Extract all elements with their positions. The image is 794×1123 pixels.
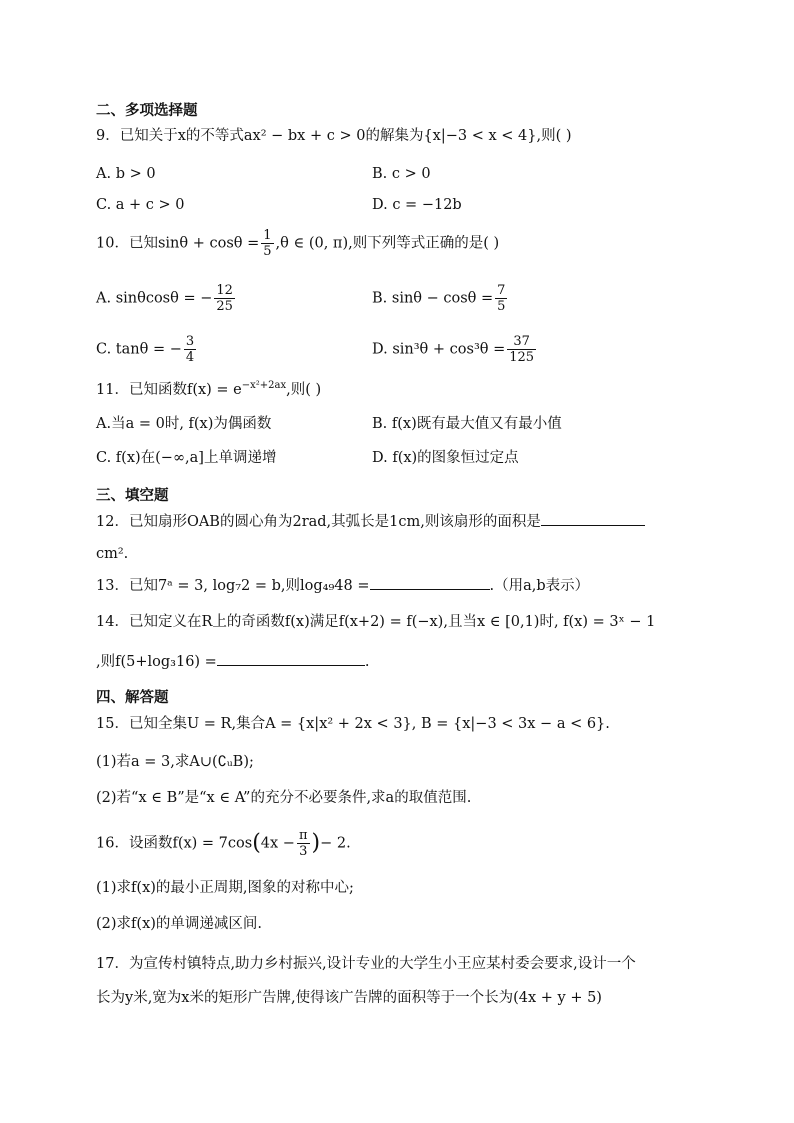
q14-text: . [364, 654, 370, 670]
question-16-part-1: (1)求f(x)的最小正周期,图象的对称中心; [96, 880, 354, 896]
question-13 [96, 574, 589, 596]
q12-text: 12．已知扇形OAB的圆心角为2rad,其弧长是1cm,则该扇形的面积是 [96, 514, 541, 530]
question-14-line2 [96, 650, 369, 672]
q10-stem-part: 10．已知sinθ + cosθ = [96, 235, 260, 252]
q14-text: ,则f(5+log₃16) = [96, 654, 217, 670]
option-text: B. sinθ − cosθ = [372, 290, 494, 307]
answer-blank[interactable] [370, 574, 490, 590]
right-paren: ) [311, 830, 321, 856]
question-12-unit: cm². [96, 546, 129, 562]
question-9-option-b: B. c > 0 [372, 166, 431, 182]
question-10-option-b [372, 283, 509, 314]
option-fraction [214, 283, 235, 314]
question-9-stem: 9．已知关于x的不等式ax² − bx + c > 0的解集为{x|−3 < x < 4},则( ) [96, 128, 572, 144]
question-17-line2: 长为y米,宽为x米的矩形广告牌,使得该广告牌的面积等于一个长为(4x + y + 5) [96, 990, 602, 1006]
numerator: 37 [507, 334, 536, 350]
option-fraction [184, 334, 196, 365]
question-11-stem [96, 380, 321, 400]
question-16-stem [96, 828, 351, 859]
question-14-line1: 14．已知定义在R上的奇函数f(x)满足f(x+2) = f(−x),且当x ∈ [0,1)时, f(x) = 3ˣ − 1 [96, 614, 656, 630]
question-11-option-b: B. f(x)既有最大值又有最小值 [372, 416, 562, 432]
denominator: 4 [185, 350, 195, 365]
question-17-line1: 17．为宣传村镇特点,助力乡村振兴,设计专业的大学生小王应某村委会要求,设计一个 [96, 956, 636, 972]
exponent: −x²+2ax [241, 380, 287, 392]
numerator: 3 [185, 334, 195, 349]
q16-text: 4x − [260, 835, 295, 852]
denominator: 5 [497, 299, 506, 314]
question-16-part-2: (2)求f(x)的单调递减区间. [96, 916, 263, 932]
section-multiple-choice: 二、多项选择题 [96, 103, 198, 119]
question-10-option-c [96, 334, 198, 365]
question-10-option-d [372, 334, 538, 365]
option-fraction [507, 334, 536, 365]
option-text: D. sin³θ + cos³θ = [372, 341, 506, 358]
q11-stem-part: 11．已知函数f(x) = e [96, 382, 242, 398]
numerator: 7 [497, 283, 506, 298]
question-9-option-d: D. c = −12b [372, 197, 462, 213]
numerator: π [298, 828, 308, 843]
denominator: 5 [263, 244, 272, 259]
question-11-option-a: A.当a = 0时, f(x)为偶函数 [96, 416, 272, 432]
denominator: 3 [299, 844, 308, 859]
q13-text: .（用a,b表示） [489, 578, 590, 594]
numerator: 1 [263, 228, 272, 243]
left-paren: ( [252, 830, 261, 856]
denominator: 25 [216, 299, 233, 314]
question-11-option-d: D. f(x)的图象恒过定点 [372, 450, 519, 466]
question-11-option-c: C. f(x)在(−∞,a]上单调递增 [96, 450, 277, 466]
q11-stem-part: ,则( ) [286, 382, 322, 398]
section-solutions: 四、解答题 [96, 690, 169, 706]
q16-fraction [297, 828, 310, 859]
question-9-option-a: A. b > 0 [96, 166, 156, 182]
question-10-stem [96, 228, 499, 259]
q16-text: − 2. [320, 835, 351, 852]
answer-blank[interactable] [541, 510, 645, 526]
option-text: A. sinθcosθ = − [96, 290, 213, 307]
question-12 [96, 510, 645, 532]
option-text: C. tanθ = − [96, 341, 182, 358]
section-fill-in: 三、填空题 [96, 488, 169, 504]
option-fraction [495, 283, 507, 314]
question-15-stem: 15．已知全集U = R,集合A = {x|x² + 2x < 3}, B = {x|−3 < 3x − a < 6}. [96, 716, 610, 732]
q13-text: 13．已知7ᵃ = 3, log₇2 = b,则log₄₉48 = [96, 578, 370, 594]
denominator: 125 [509, 350, 535, 365]
question-9-option-c: C. a + c > 0 [96, 197, 185, 213]
q16-text: 16．设函数f(x) = 7cos [96, 835, 253, 852]
answer-blank[interactable] [217, 650, 365, 666]
question-15-part-1: (1)若a = 3,求A∪(∁ᵤB); [96, 754, 254, 770]
q10-fraction [261, 228, 273, 259]
question-10-option-a [96, 283, 237, 314]
numerator: 12 [216, 283, 233, 298]
q10-stem-part: ,θ ∈ (0, π),则下列等式正确的是( ) [275, 235, 500, 252]
question-15-part-2: (2)若“x ∈ B”是“x ∈ A”的充分不必要条件,求a的取值范围. [96, 790, 472, 806]
